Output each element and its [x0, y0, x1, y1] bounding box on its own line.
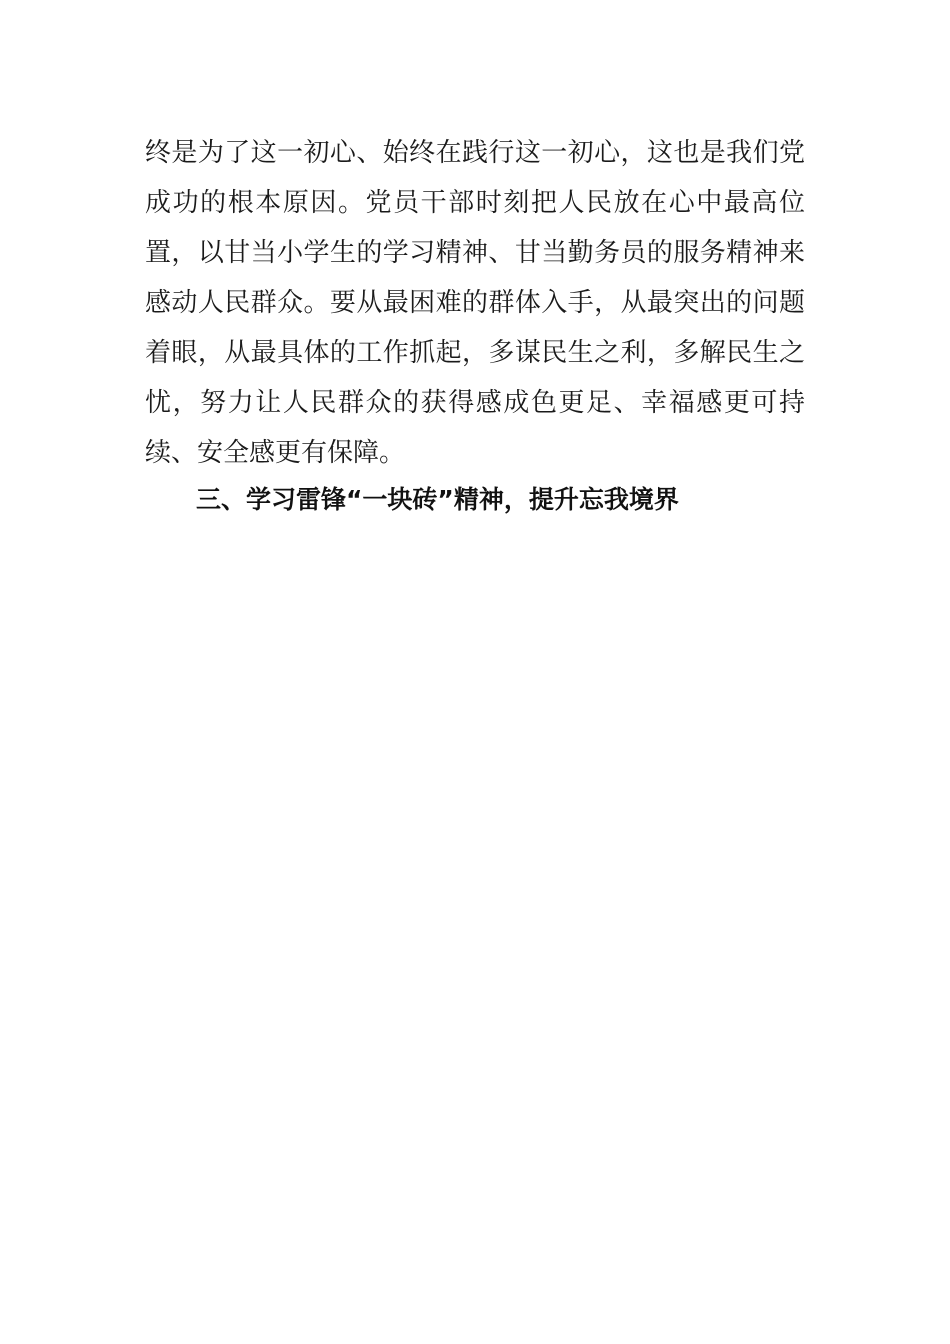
paragraph-line: 忧，努力让人民群众的获得感成色更足、幸福感更可持 — [145, 388, 805, 418]
paragraph-line: 成功的根本原因。党员干部时刻把人民放在心中最高位 — [145, 188, 805, 218]
body-paragraph — [145, 128, 805, 478]
section-heading: 三、学习雷锋“一块砖”精神，提升忘我境界 — [196, 485, 679, 514]
paragraph-line: 感动人民群众。要从最困难的群体入手，从最突出的问题 — [145, 288, 805, 318]
paragraph-line: 终是为了这一初心、始终在践行这一初心，这也是我们党 — [145, 138, 805, 168]
paragraph-line: 置，以甘当小学生的学习精神、甘当勤务员的服务精神来 — [145, 238, 805, 268]
paragraph-line: 续、安全感更有保障。 — [145, 438, 406, 468]
paragraph-line: 着眼，从最具体的工作抓起，多谋民生之利，多解民生之 — [145, 338, 805, 368]
